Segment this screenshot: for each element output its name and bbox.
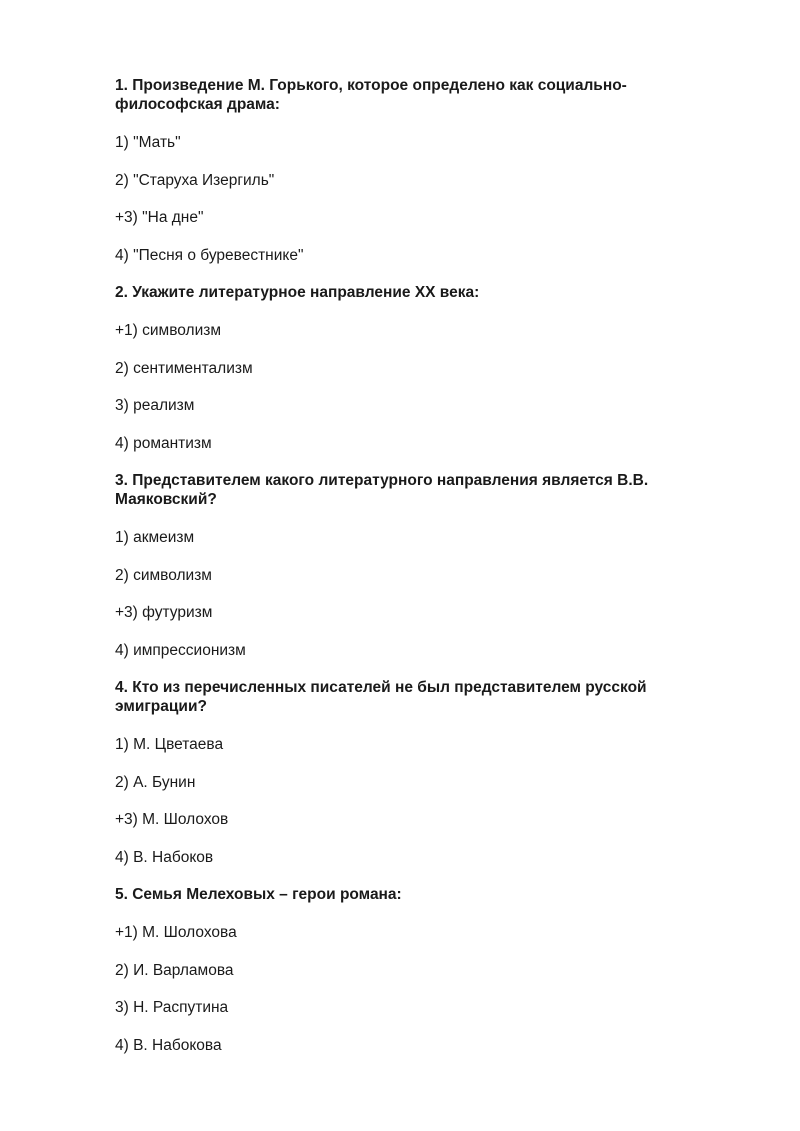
- question-5: 5. Семья Мелеховых – герои романа:: [115, 886, 402, 903]
- answer-option: 2) сентиментализм: [115, 359, 253, 377]
- answer-option-correct: +1) символизм: [115, 322, 222, 339]
- answer-option: 3) Н. Распутина: [115, 999, 229, 1016]
- answer-option: 4) В. Набоков: [115, 848, 214, 866]
- question-3: 3. Представителем какого литературного направления является В.В. Маяковский?: [115, 472, 649, 508]
- answer-option: 4) В. Набокова: [115, 1036, 222, 1054]
- question-4: 4. Кто из перечисленных писателей не был представителем русской эмиграции?: [115, 679, 647, 715]
- answer-option-correct: +1) М. Шолохова: [115, 924, 237, 941]
- answer-option: 2) А. Бунин: [115, 773, 196, 791]
- answer-option: 4) романтизм: [115, 434, 212, 452]
- answer-option: 2) символизм: [115, 566, 212, 584]
- answer-option: 1) М. Цветаева: [115, 736, 224, 753]
- answer-option: 3) реализм: [115, 397, 195, 414]
- question-2: 2. Укажите литературное направление XX века:: [115, 284, 480, 301]
- document-page: [115, 76, 695, 1055]
- answer-option: 1) акмеизм: [115, 529, 195, 546]
- answer-option: 2) И. Варламова: [115, 961, 234, 979]
- answer-option: 2) "Старуха Изергиль": [115, 171, 275, 189]
- answer-option-correct: +3) футуризм: [115, 604, 213, 621]
- answer-option-correct: +3) М. Шолохов: [115, 811, 229, 828]
- answer-option-correct: +3) "На дне": [115, 209, 204, 226]
- question-1: 1. Произведение М. Горького, которое определено как социально-философская драма:: [115, 77, 627, 113]
- answer-option: 4) "Песня о буревестнике": [115, 246, 304, 264]
- answer-option: 1) "Мать": [115, 134, 181, 151]
- answer-option: 4) импрессионизм: [115, 641, 246, 659]
